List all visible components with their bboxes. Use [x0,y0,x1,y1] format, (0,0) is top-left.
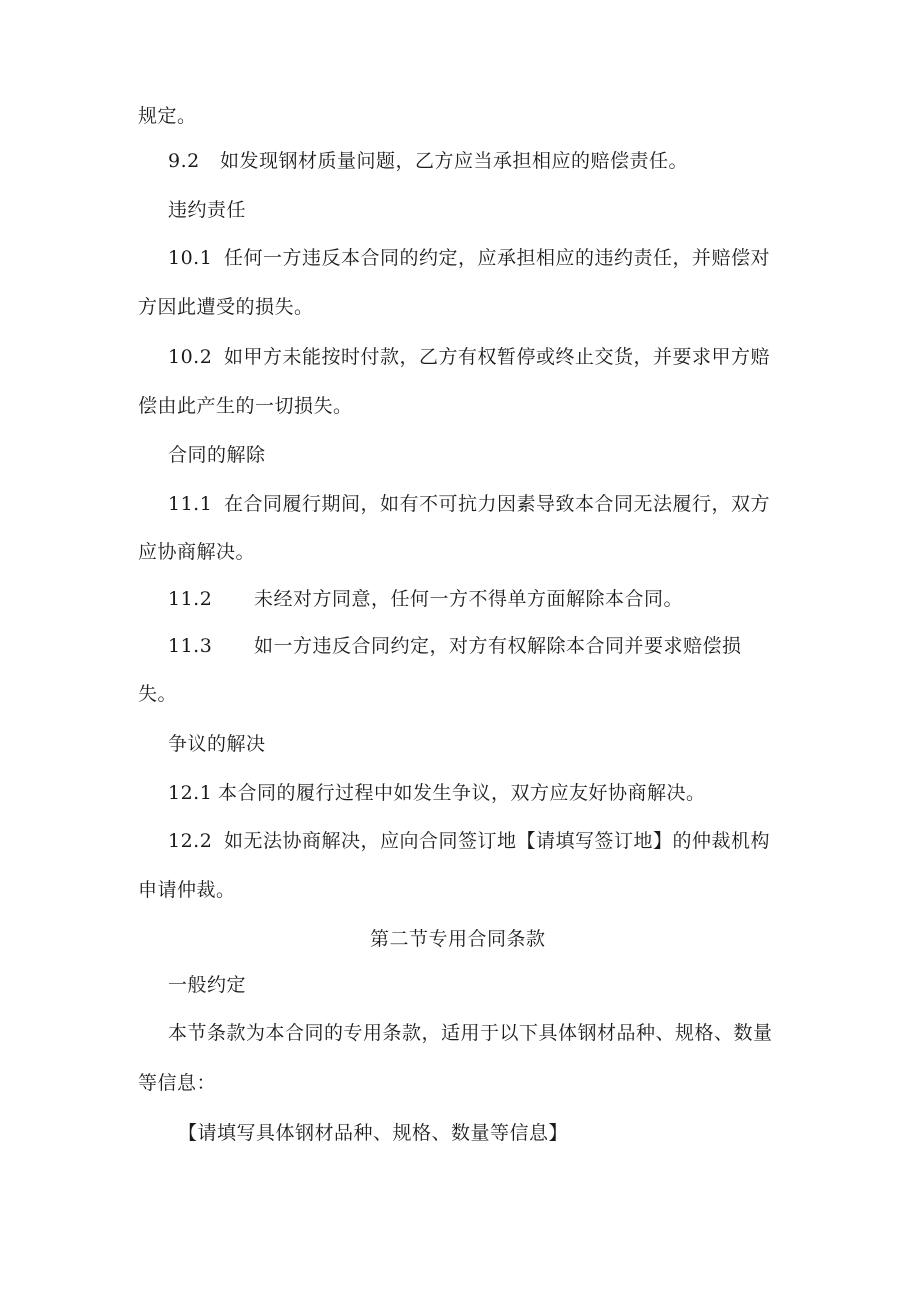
clause-number: 11.2 [168,588,213,610]
clause-number: 12.1 [168,782,213,804]
section-heading-liability [168,198,246,222]
clause-10-1 [168,246,770,270]
heading-text: 一般约定 [168,974,247,996]
clause-12-1 [168,781,706,805]
clause-text: 未经对方同意，任何一方不得单方面解除本合同。 [254,588,684,610]
clause-text: 任何一方违反本合同的约定，应承担相应的违约责任，并赔偿对 [224,247,771,269]
text: 方因此遭受的损失。 [138,296,314,318]
clause-text: 如甲方未能按时付款，乙方有权暂停或终止交货，并要求甲方赔 [224,346,771,368]
clause-11-1-continuation [138,540,255,564]
heading-text: 合同的解除 [168,444,266,466]
text: 规定。 [138,105,197,127]
clause-10-2 [168,345,770,369]
clause-11-2 [168,587,683,611]
clause-11-1 [168,492,770,516]
placeholder-text: 【请填写具体钢材品种、规格、数量等信息】 [178,1122,569,1144]
heading-text: 争议的解决 [168,733,266,755]
paragraph-continuation [138,104,197,128]
section-title-special-terms [370,927,546,951]
clause-10-1-continuation [138,295,314,319]
clause-number: 11.3 [168,635,213,657]
clause-number: 11.1 [168,493,213,515]
text: 偿由此产生的一切损失。 [138,395,353,417]
clause-text: 如一方违反合同约定，对方有权解除本合同并要求赔偿损 [254,635,742,657]
clause-10-2-continuation [138,394,353,418]
clause-11-3-continuation [138,682,177,706]
section-heading-termination [168,443,266,467]
paragraph-special-terms [168,1021,773,1045]
clause-text: 如发现钢材质量问题，乙方应当承担相应的赔偿责任。 [220,150,689,172]
placeholder-steel-info [178,1121,568,1145]
clause-text: 在合同履行期间，如有不可抗力因素导致本合同无法履行，双方 [224,493,771,515]
text: 应协商解决。 [138,541,256,563]
text: 申请仲裁。 [138,879,236,901]
text: 本节条款为本合同的专用条款，适用于以下具体钢材品种、规格、数量 [168,1022,773,1044]
heading-text: 违约责任 [168,199,247,221]
clause-number: 9.2 [168,150,200,172]
section-title: 第二节专用合同条款 [370,928,546,950]
section-heading-general [168,973,246,997]
clause-12-2 [168,829,770,853]
section-heading-dispute [168,732,266,756]
clause-number: 12.2 [168,830,213,852]
paragraph-special-terms-continuation [138,1071,216,1095]
text: 失。 [138,683,178,705]
clause-text: 本合同的履行过程中如发生争议，双方应友好协商解决。 [218,782,706,804]
clause-9-2 [168,149,688,173]
clause-number: 10.1 [168,247,213,269]
clause-11-3 [168,634,742,658]
clause-text: 如无法协商解决，应向合同签订地【请填写签订地】的仲裁机构 [224,830,771,852]
clause-number: 10.2 [168,346,213,368]
text: 等信息： [138,1072,217,1094]
clause-12-2-continuation [138,878,236,902]
